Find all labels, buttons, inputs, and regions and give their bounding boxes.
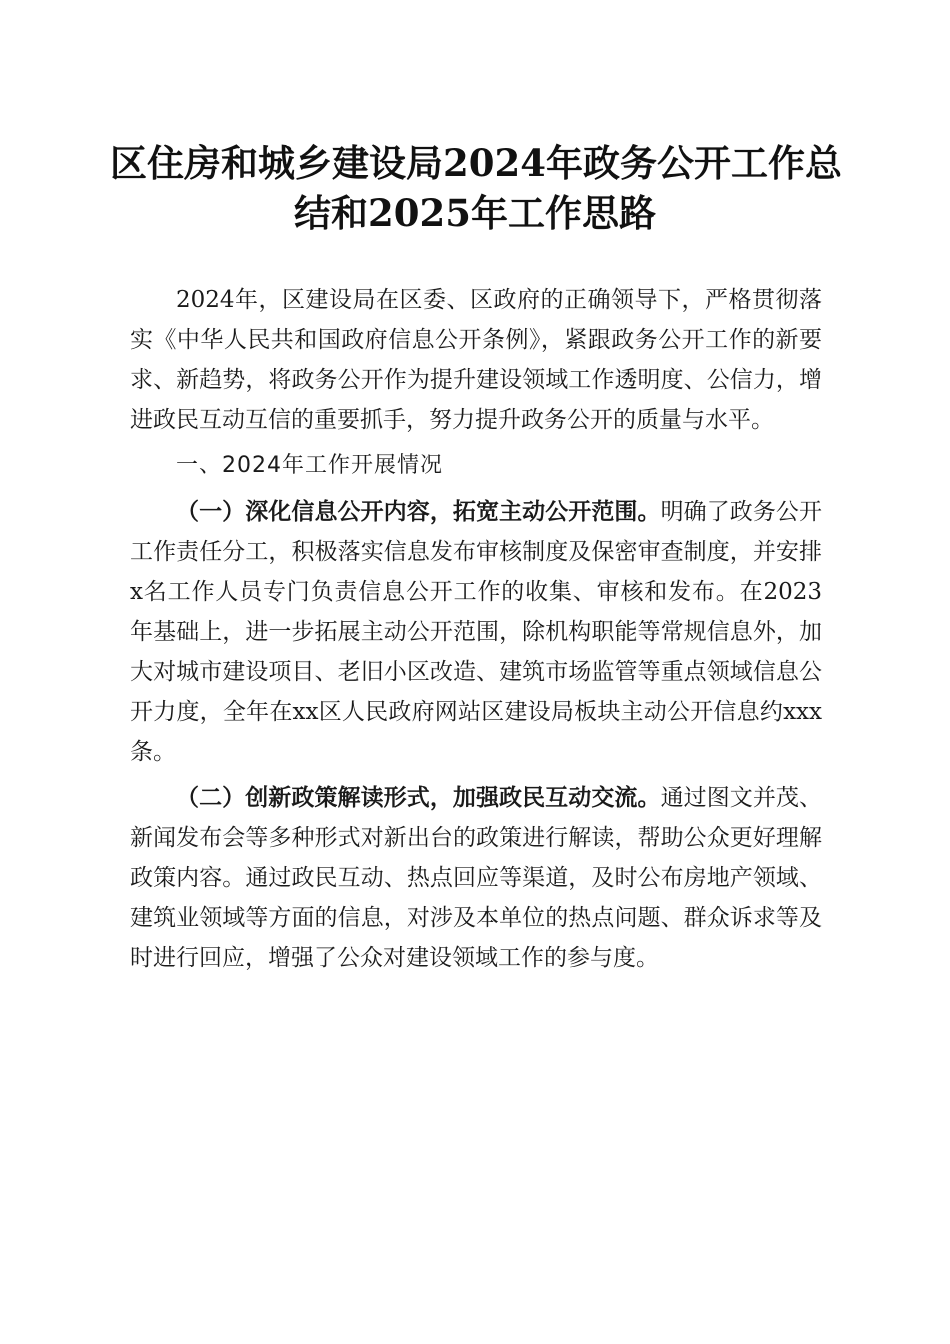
title-line-2: 结和2025年工作思路 — [294, 191, 656, 235]
section-heading-1: 一、2024年工作开展情况 — [176, 453, 443, 478]
item-2-paragraph — [130, 778, 822, 978]
item-1-text: 明确了政务公开工作责任分工，积极落实信息发布审核制度及保密审查制度，并安排x名工作人员专门负责信息公开工作的收集、审核和发布。在2023年基础上，进一步拓展主动公开范围，除机构职能等常规信息外，加大对城市建设项目、老旧小区改造、建筑市场监管等重点领域信息公开力度，全年在xx区人民政府网站区建设局板块主动公开信息约xxx条。 — [130, 499, 823, 765]
document-body — [130, 280, 822, 984]
item-2-lead: （二）创新政策解读形式，加强政民互动交流。 — [176, 784, 661, 811]
item-1-paragraph — [130, 492, 822, 772]
intro-paragraph: 2024年，区建设局在区委、区政府的正确领导下，严格贯彻落实《中华人民共和国政府信息公开条例》，紧跟政务公开工作的新要求、新趋势，将政务公开作为提升建设领域工作透明度、公信力，增进政民互动互信的重要抓手，努力提升政务公开的质量与水平。 — [130, 287, 822, 433]
document-title — [110, 138, 840, 238]
title-line-1: 区住房和城乡建设局2024年政务公开工作总 — [110, 141, 842, 185]
item-2-text: 通过图文并茂、新闻发布会等多种形式对新出台的政策进行解读，帮助公众更好理解政策内容。通过政民互动、热点回应等渠道，及时公布房地产领域、建筑业领域等方面的信息，对涉及本单位的热点问题、群众诉求等及时进行回应，增强了公众对建设领域工作的参与度。 — [130, 785, 823, 971]
item-1-lead: （一）深化信息公开内容，拓宽主动公开范围。 — [176, 498, 661, 525]
